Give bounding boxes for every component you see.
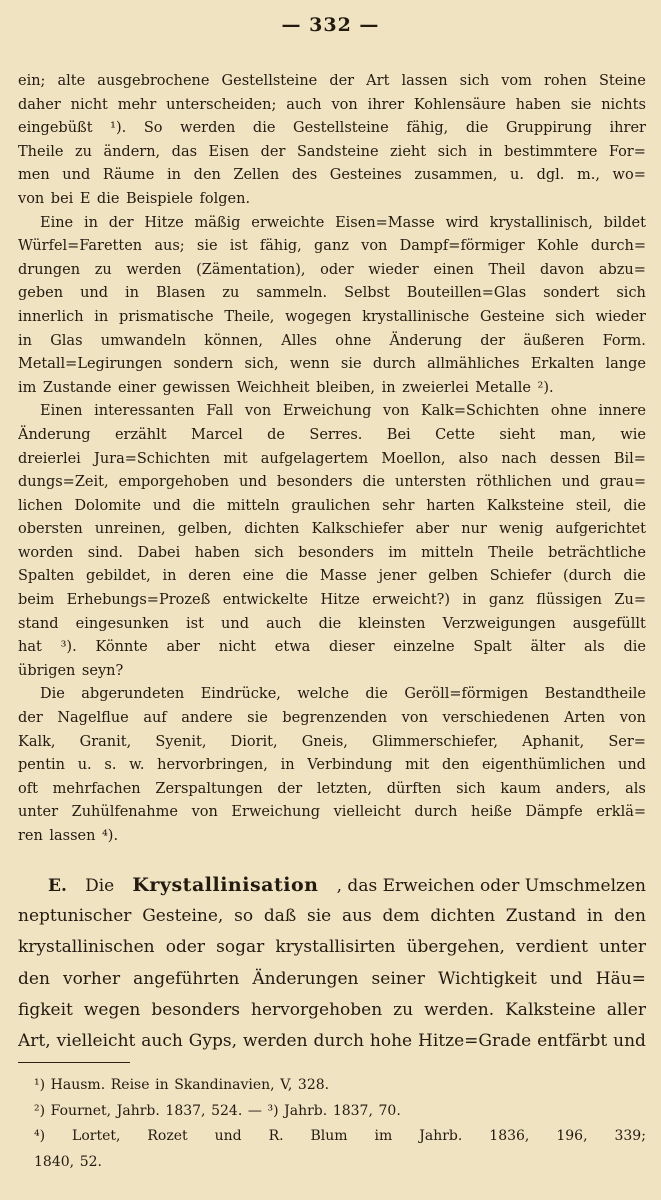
section-heading-rest: , das Erweichen oder Umschmelzen (336, 876, 646, 896)
text-line: ein; alte ausgebrochene Gestellsteine der Art lassen sich vom rohen Steine (18, 73, 646, 89)
text-line: Würfel=Faretten aus; sie ist fähig, ganz von Dampf=förmiger Kohle durch= (18, 238, 646, 255)
text-line: übrigen seyn? (18, 662, 124, 679)
text-line: lichen Dolomite und die mitteln graulichen sehr harten Kalksteine steil, die (18, 497, 646, 514)
text-line: unter Zuhülfenahme von Erweichung vielleicht durch heiße Dämpfe erklä= (18, 804, 646, 821)
footnote-line: ¹) Hausm. Reise in Skandinavien, V, 328. (34, 1077, 330, 1093)
text-line: beim Erhebungs=Prozeß entwickelte Hitze erweicht?) in ganz flüssigen Zu= (18, 592, 646, 609)
text-line: krystallinischen oder sogar krystallisirten übergehen, verdient unter (18, 937, 646, 958)
text-line: pentin u. s. w. hervorbringen, in Verbindung mit den eigenthümlichen und (18, 757, 646, 774)
text-line: Änderung erzählt Marcel de Serres. Bei Cette sieht man, wie (18, 426, 646, 443)
text-line: von bei E die Beispiele folgen. (18, 190, 251, 207)
text-line: stand eingesunken ist und auch die kleinsten Verzweigungen ausgefüllt (18, 615, 646, 632)
text-line: dungs=Zeit, emporgehoben und besonders die untersten röthlichen und grau= (18, 474, 646, 491)
text-line: geben und in Blasen zu sammeln. Selbst Bouteillen=Glas sondert sich (18, 285, 646, 302)
text-line: ren lassen ⁴). (18, 828, 119, 844)
section-article: Die (85, 876, 115, 896)
section-e (18, 870, 646, 1057)
text-line: Eine in der Hitze mäßig erweichte Eisen=Masse wird krystallinisch, bildet (40, 214, 646, 231)
text-line: daher nicht mehr unterscheiden; auch von ihrer Kohlensäure haben sie nichts (18, 96, 646, 113)
text-line: Theile zu ändern, das Eisen der Sandsteine zieht sich in bestimmtere For= (18, 143, 646, 160)
text-line: worden sind. Dabei haben sich besonders im mitteln Theile beträchtliche (18, 544, 646, 561)
text-line: im Zustande einer gewissen Weichheit bleiben, in zweierlei Metalle ²). (18, 379, 554, 396)
page-number: — 332 — (281, 14, 380, 36)
footnote-line: ⁴) Lortet, Rozet und R. Blum im Jahrb. 1836, 196, 339; (34, 1128, 646, 1144)
footnote-line: ²) Fournet, Jahrb. 1837, 524. — ³) Jahrb. 1837, 70. (34, 1102, 401, 1119)
text-line: Einen interessanten Fall von Erweichung von Kalk=Schichten ohne innere (40, 403, 646, 420)
footnotes (34, 1073, 646, 1175)
section-letter: E. (48, 876, 67, 896)
text-line: Die abgerundeten Eindrücke, welche die Geröll=förmigen Bestandtheile (40, 686, 646, 703)
text-line: eingebüßt ¹). So werden die Gestellsteine fähig, die Gruppirung ihrer (18, 120, 646, 137)
text-line: den vorher angeführten Änderungen seiner Wichtigkeit und Häu= (18, 968, 646, 989)
text-line: hat ³). Könnte aber nicht etwa dieser einzelne Spalt älter als die (18, 639, 646, 656)
text-line: innerlich in prismatische Theile, wogegen krystallinische Gesteine sich wieder (18, 308, 646, 325)
text-line: Kalk, Granit, Syenit, Diorit, Gneis, Glimmerschiefer, Aphanit, Ser= (18, 733, 646, 750)
footnote-line: 1840, 52. (34, 1153, 102, 1170)
footnote-rule (18, 1062, 130, 1063)
text-line: men und Räume in den Zellen des Gesteines zusammen, u. dgl. m., wo= (18, 167, 646, 184)
text-line: Art, vielleicht auch Gyps, werden durch hohe Hitze=Grade entfärbt und (18, 1030, 646, 1051)
section-heading-line (18, 870, 646, 901)
text-line: oft mehrfachen Zerspaltungen der letzten, dürften sich kaum anders, als (18, 780, 646, 797)
text-line: neptunischer Gesteine, so daß sie aus dem dichten Zustand in den (18, 906, 646, 927)
text-line: figkeit wegen besonders hervorgehoben zu werden. Kalksteine aller (18, 999, 646, 1020)
text-line: in Glas umwandeln können, Alles ohne Änderung der äußeren Form. (18, 332, 646, 349)
body-text-small (18, 70, 646, 849)
text-line: dreierlei Jura=Schichten mit aufgelagertem Moellon, also nach dessen Bil= (18, 450, 646, 467)
text-line: der Nagelflue auf andere sie begrenzenden von verschiedenen Arten von (18, 710, 646, 727)
text-line: Metall=Legirungen sondern sich, wenn sie durch allmähliches Erkalten lange (18, 356, 646, 373)
text-line: drungen zu werden (Zämentation), oder wieder einen Theil davon abzu= (18, 261, 646, 278)
section-heading: Krystallinisation (132, 874, 319, 896)
text-line: obersten unreinen, gelben, dichten Kalkschiefer aber nur wenig aufgerichtet (18, 521, 646, 538)
text-line: Spalten gebildet, in deren eine die Masse jener gelben Schiefer (durch die (18, 568, 646, 585)
